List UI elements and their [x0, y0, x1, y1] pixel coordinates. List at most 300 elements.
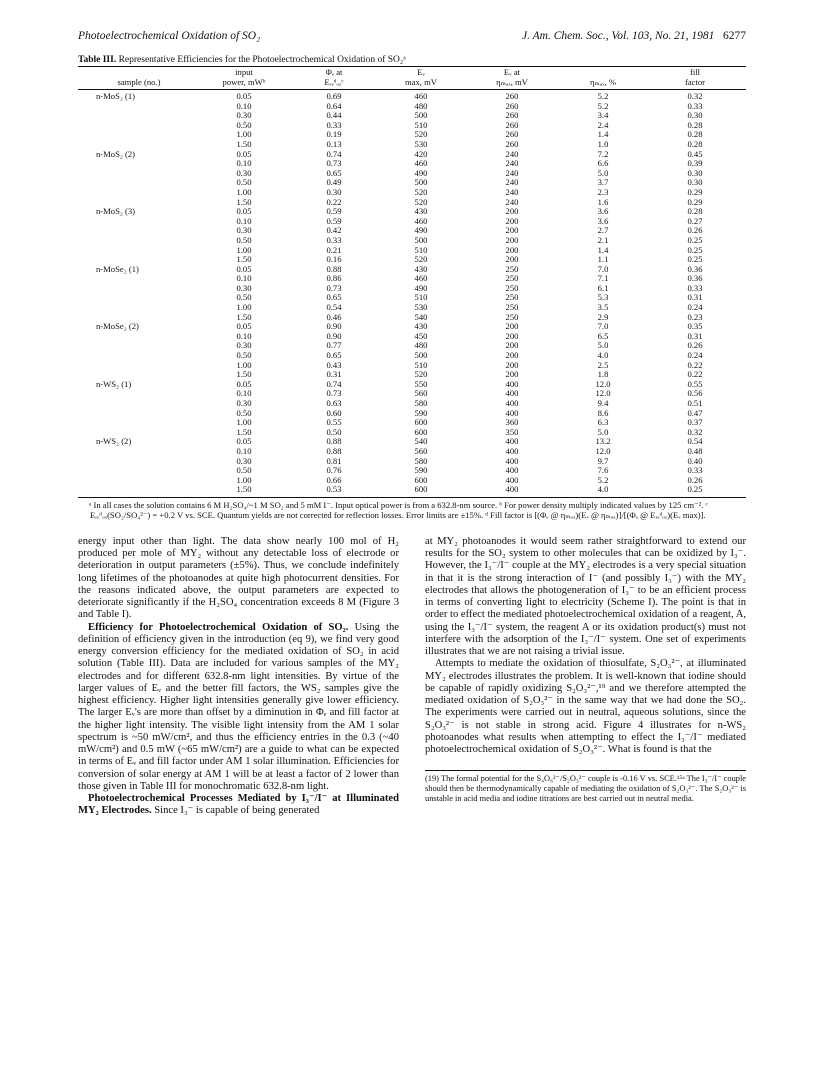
- value-cell: 0.90: [326, 321, 342, 332]
- value-cell: 6.6: [597, 158, 609, 169]
- value-cell: 0.27: [687, 215, 703, 226]
- value-cell: 0.26: [687, 340, 703, 351]
- value-cell: 480: [414, 100, 428, 111]
- table-row: [78, 370, 746, 380]
- column-header: fill: [689, 67, 701, 77]
- value-cell: 1.50: [236, 254, 252, 265]
- value-cell: 0.53: [326, 484, 342, 495]
- sample-cell: [78, 217, 200, 227]
- value-cell: 1.00: [236, 417, 252, 428]
- value-cell: 240: [505, 148, 519, 159]
- value-cell: 0.30: [236, 225, 252, 236]
- sample-cell: [78, 236, 200, 246]
- column-header: sample (no.): [78, 77, 200, 90]
- value-cell: 1.00: [236, 474, 252, 485]
- value-cell: 0.25: [687, 254, 703, 265]
- value-cell: 1.00: [236, 302, 252, 313]
- value-cell: 5.3: [597, 292, 609, 303]
- value-cell: 400: [505, 436, 519, 447]
- value-cell: 2.9: [597, 311, 609, 322]
- value-cell: 0.22: [687, 359, 703, 370]
- value-cell: 4.0: [597, 484, 609, 495]
- sample-cell: [78, 409, 200, 419]
- value-cell: 200: [505, 234, 519, 245]
- table-row: [78, 159, 746, 169]
- value-cell: 3.7: [597, 177, 609, 188]
- paragraph-mediated: [78, 793, 399, 818]
- table-row: [78, 322, 746, 332]
- value-cell: 13.2: [595, 436, 611, 447]
- value-cell: 0.88: [326, 436, 342, 447]
- value-cell: 0.50: [236, 465, 252, 476]
- sample-cell: [78, 111, 200, 121]
- mediated-text: Since I₃⁻ is capable of being generated: [151, 805, 320, 817]
- table-row: [78, 169, 746, 179]
- table-row: [78, 226, 746, 236]
- table-row: [78, 341, 746, 351]
- value-cell: 360: [505, 417, 519, 428]
- value-cell: 560: [414, 388, 428, 399]
- paragraph-thiosulfate: Attempts to mediate the oxidation of thiosulfate, S₂O₃²⁻, at illuminated MY₂ electrodes illustrates the problem. It is well-known that iodine should be capable of rapidly oxidizing S₂O₃²⁻,¹⁹ and we therefore attempted the mediated oxidation of S₂O₃²⁻ in the same way that we had done the SO₂. The experiments were carried out in neutral, aqueous solutions, since the S₂O₃²⁻ is not stable in strong acid. Figure 4 illustrates for n-WS₂ photoanodes what results when attempting to effect the I₃⁻/I⁻ mediated photoelectrochemical oxidation of S₂O₃²⁻. What is found is that the: [425, 658, 746, 756]
- table-row: [78, 418, 746, 428]
- value-cell: 0.50: [236, 177, 252, 188]
- value-cell: 9.7: [597, 455, 609, 466]
- value-cell: 1.00: [236, 129, 252, 140]
- value-cell: 0.50: [326, 426, 342, 437]
- value-cell: 520: [414, 254, 428, 265]
- sample-cell: [78, 121, 200, 131]
- table-row: [78, 90, 746, 102]
- value-cell: 0.28: [687, 206, 703, 217]
- sample-cell: n-WS₂ (1): [96, 378, 132, 389]
- table-row: [78, 313, 746, 323]
- value-cell: 250: [505, 311, 519, 322]
- value-cell: 3.6: [597, 215, 609, 226]
- value-cell: 0.30: [687, 110, 703, 121]
- table-row: [78, 246, 746, 256]
- sample-cell: n-MoS₂ (3): [96, 206, 136, 217]
- value-cell: 7.0: [597, 321, 609, 332]
- table-row: [78, 293, 746, 303]
- value-cell: 2.1: [597, 234, 609, 245]
- column-header: ηₘₐₓ, mV: [462, 77, 562, 90]
- value-cell: 0.47: [687, 407, 703, 418]
- running-head-title: Photoelectrochemical Oxidation of SO₂: [78, 30, 261, 42]
- value-cell: 0.50: [236, 407, 252, 418]
- sample-cell: [78, 102, 200, 112]
- column-header: Eᵥ: [417, 67, 425, 77]
- value-cell: 200: [505, 369, 519, 380]
- value-cell: 550: [414, 378, 428, 389]
- paragraph-iodide-couple: at MY₂ photoanodes it would seem rather straightforward to extend our results for the SO₂ system to other molecules that can be oxidized by I₃⁻. However, the I₃⁻/I⁻ couple at the MY₂ electrodes is a very special situation in that it is the strong interaction of I⁻ (and possibly I₃⁻) with the MY₂ electrodes that allows the photogeneration of I₃⁻ to be an efficient process in terms of converting light to electricity (Scheme I). The point is that in order to effect the mediated photoelectrochemical oxidation of a reagent, A, using the I₃⁻/I⁻ system, the reagent A or its oxidation product(s) must not interfere with the adsorption of the I₃⁻/I⁻ system. One set of experiments illustrates that we are not raising a trivial issue.: [425, 535, 747, 658]
- paragraph-efficiency: [78, 622, 399, 794]
- value-cell: 0.33: [687, 465, 703, 476]
- table-row: [78, 111, 746, 121]
- table-header: [78, 67, 746, 90]
- sample-cell: [78, 188, 200, 198]
- value-cell: 0.37: [687, 417, 703, 428]
- value-cell: 0.42: [326, 225, 342, 236]
- value-cell: 1.50: [236, 426, 252, 437]
- value-cell: 0.19: [326, 129, 342, 140]
- value-cell: 0.73: [326, 282, 342, 293]
- table-row: [78, 351, 746, 361]
- value-cell: 0.10: [236, 100, 252, 111]
- value-cell: 1.6: [597, 196, 609, 207]
- value-cell: 260: [505, 91, 519, 101]
- value-cell: 0.30: [236, 398, 252, 408]
- table-row: [78, 476, 746, 486]
- sample-cell: [78, 341, 200, 351]
- value-cell: 250: [505, 263, 519, 274]
- value-cell: 0.30: [236, 110, 252, 121]
- table-row: [78, 178, 746, 188]
- table-row: [78, 332, 746, 342]
- value-cell: 0.23: [687, 311, 703, 322]
- sample-cell: [78, 485, 200, 497]
- value-cell: 400: [505, 407, 519, 418]
- value-cell: 7.6: [597, 465, 609, 476]
- value-cell: 2.7: [597, 225, 609, 236]
- table-row: [78, 447, 746, 457]
- sample-cell: [78, 303, 200, 313]
- value-cell: 240: [505, 196, 519, 207]
- value-cell: 0.77: [326, 340, 342, 351]
- column-header: input: [235, 67, 253, 77]
- value-cell: 0.05: [236, 91, 252, 101]
- value-cell: 510: [414, 119, 428, 130]
- value-cell: 200: [505, 254, 519, 265]
- table-row: [78, 466, 746, 476]
- value-cell: 200: [505, 340, 519, 351]
- value-cell: 0.05: [236, 321, 252, 332]
- sample-cell: [78, 130, 200, 140]
- value-cell: 0.50: [236, 292, 252, 303]
- table-row: [78, 380, 746, 390]
- value-cell: 0.29: [687, 186, 703, 197]
- value-cell: 1.50: [236, 138, 252, 149]
- value-cell: 12.0: [595, 388, 611, 399]
- value-cell: 0.88: [326, 445, 342, 456]
- value-cell: 240: [505, 177, 519, 188]
- table-row: [78, 130, 746, 140]
- value-cell: 400: [505, 388, 519, 399]
- value-cell: 0.30: [236, 167, 252, 178]
- running-head: [78, 30, 746, 46]
- value-cell: 1.8: [597, 369, 609, 380]
- value-cell: 0.45: [687, 148, 703, 159]
- column-header: max, mV: [380, 77, 462, 90]
- table-row: [78, 121, 746, 131]
- value-cell: 4.0: [597, 350, 609, 361]
- table-row: [78, 102, 746, 112]
- value-cell: 0.13: [326, 138, 342, 149]
- value-cell: 0.33: [326, 119, 342, 130]
- value-cell: 0.31: [326, 369, 342, 380]
- value-cell: 0.33: [687, 100, 703, 111]
- table-row: [78, 274, 746, 284]
- value-cell: 450: [414, 330, 428, 341]
- value-cell: 0.76: [326, 465, 342, 476]
- value-cell: 3.4: [597, 110, 609, 121]
- value-cell: 1.00: [236, 186, 252, 197]
- value-cell: 0.46: [326, 311, 342, 322]
- value-cell: 560: [414, 445, 428, 456]
- value-cell: 0.05: [236, 378, 252, 389]
- section-heading-efficiency: Efficiency for Photoelectrochemical Oxidation of SO₂.: [88, 621, 349, 633]
- value-cell: 0.21: [326, 244, 342, 255]
- value-cell: 540: [414, 436, 428, 447]
- value-cell: 0.81: [326, 455, 342, 466]
- value-cell: 200: [505, 215, 519, 226]
- value-cell: 0.50: [236, 350, 252, 361]
- sample-cell: [78, 159, 200, 169]
- column-header: ηₘₐₓ, %: [562, 77, 644, 90]
- value-cell: 260: [505, 100, 519, 111]
- value-cell: 7.0: [597, 263, 609, 274]
- value-cell: 0.50: [236, 119, 252, 130]
- value-cell: 1.4: [597, 244, 609, 255]
- value-cell: 5.0: [597, 426, 609, 437]
- value-cell: 0.65: [326, 167, 342, 178]
- table-row: [78, 303, 746, 313]
- value-cell: 200: [505, 359, 519, 370]
- reference-19: (19) The formal potential for the S₄O₆²⁻/S₂O₃²⁻ couple is -0.16 V vs. SCE.¹⁵ᵃ The I₃⁻/I⁻ couple should then be thermodynamically capable of mediating the oxidation of S₂O₃²⁻. The S₂O₃²⁻ is unstable in acid media and iodine titrations are best carried out in neutral media.: [425, 770, 746, 804]
- value-cell: 400: [505, 398, 519, 408]
- efficiency-text: Using the definition of efficiency given in the introduction (eq 9), we find very good energy conversion efficiency for the mediated oxidation of SO₂ in acid solution (Table III). Data are included for various samples of the MY₂ electrodes and for different 632.8-nm light intensities. By virtue of the larger values of Eᵥ and the better fill factors, the WS₂ samples give the highest efficiency. Higher light intensities generally give lower efficiency. The larger Eᵥ's are more than offset by a diminution in Φₑ and fill factor at the higher light intensity. The visible light intensity from the AM 1 solar spectrum is ~50 mW/cm², and thus the efficiency entries in the 0.3 (~40 mW/cm²) and 0.5 mW (~65 mW/cm²) are a guide to what can be expected in terms of Eᵥ and fill factor under AM 1 solar illumination. Efficiencies for conversion of solar energy at AM 1 will be at least a factor of 2 lower than those given in Table III for monochromatic 632.8-nm light.: [78, 621, 399, 792]
- table-row: [78, 188, 746, 198]
- value-cell: 0.25: [687, 244, 703, 255]
- value-cell: 0.31: [687, 292, 703, 303]
- value-cell: 520: [414, 129, 428, 140]
- value-cell: 0.16: [326, 254, 342, 265]
- value-cell: 0.55: [326, 417, 342, 428]
- value-cell: 8.6: [597, 407, 609, 418]
- table-row: [78, 428, 746, 438]
- body-text: [78, 536, 746, 818]
- value-cell: 0.10: [236, 273, 252, 284]
- value-cell: 200: [505, 225, 519, 236]
- value-cell: 200: [505, 350, 519, 361]
- value-cell: 0.59: [326, 215, 342, 226]
- value-cell: 0.22: [326, 196, 342, 207]
- value-cell: 0.69: [326, 91, 342, 101]
- value-cell: 5.2: [597, 474, 609, 485]
- sample-cell: [78, 418, 200, 428]
- table-row: [78, 437, 746, 447]
- value-cell: 250: [505, 302, 519, 313]
- value-cell: 430: [414, 263, 428, 274]
- value-cell: 0.35: [687, 321, 703, 332]
- table-row: [78, 361, 746, 371]
- value-cell: 0.25: [687, 484, 703, 495]
- value-cell: 1.00: [236, 244, 252, 255]
- value-cell: 0.10: [236, 330, 252, 341]
- value-cell: 0.36: [687, 263, 703, 274]
- value-cell: 0.22: [687, 369, 703, 380]
- value-cell: 500: [414, 177, 428, 188]
- value-cell: 0.55: [687, 378, 703, 389]
- section-heading-mediated: Photoelectrochemical Processes Mediated by I₃⁻/I⁻ at Illuminated MY₂ Electrodes.: [78, 793, 399, 817]
- journal-citation: J. Am. Chem. Soc., Vol. 103, No. 21, 1981: [521, 30, 715, 42]
- sample-cell: [78, 274, 200, 284]
- header-row: [78, 67, 746, 77]
- sample-cell: [78, 361, 200, 371]
- value-cell: 0.51: [687, 398, 703, 408]
- table-row: [78, 409, 746, 419]
- value-cell: 350: [505, 426, 519, 437]
- value-cell: 460: [414, 91, 428, 101]
- value-cell: 0.90: [326, 330, 342, 341]
- value-cell: 0.48: [687, 445, 703, 456]
- value-cell: 0.30: [236, 340, 252, 351]
- sample-cell: n-MoSe₂ (2): [96, 321, 139, 332]
- table-body: [78, 90, 746, 497]
- value-cell: 0.39: [687, 158, 703, 169]
- value-cell: 0.30: [326, 186, 342, 197]
- value-cell: 0.63: [326, 398, 342, 408]
- value-cell: 0.43: [326, 359, 342, 370]
- value-cell: 0.26: [687, 474, 703, 485]
- value-cell: 0.30: [687, 167, 703, 178]
- value-cell: 400: [505, 465, 519, 476]
- value-cell: 500: [414, 234, 428, 245]
- value-cell: 0.05: [236, 148, 252, 159]
- table-row: [78, 207, 746, 217]
- value-cell: 430: [414, 206, 428, 217]
- value-cell: 0.10: [236, 215, 252, 226]
- value-cell: 530: [414, 138, 428, 149]
- left-column: [78, 536, 399, 818]
- value-cell: 0.74: [326, 148, 342, 159]
- table-row: [78, 198, 746, 208]
- value-cell: 400: [505, 455, 519, 466]
- value-cell: 240: [505, 158, 519, 169]
- sample-cell: n-WS₂ (2): [96, 436, 132, 447]
- value-cell: 0.73: [326, 388, 342, 399]
- sample-cell: [78, 169, 200, 179]
- table-row: [78, 284, 746, 294]
- column-header: Eᵥ at: [503, 67, 521, 77]
- value-cell: 260: [505, 119, 519, 130]
- value-cell: 1.00: [236, 359, 252, 370]
- value-cell: 580: [414, 398, 428, 408]
- value-cell: 0.65: [326, 350, 342, 361]
- value-cell: 580: [414, 455, 428, 466]
- value-cell: 600: [414, 426, 428, 437]
- table-row: [78, 236, 746, 246]
- value-cell: 200: [505, 321, 519, 332]
- value-cell: 520: [414, 186, 428, 197]
- value-cell: 400: [505, 484, 519, 495]
- value-cell: 0.50: [236, 234, 252, 245]
- value-cell: 0.30: [687, 177, 703, 188]
- sample-cell: n-MoS₂ (2): [96, 148, 136, 159]
- sample-cell: [78, 332, 200, 342]
- table-row: [78, 255, 746, 265]
- value-cell: 0.28: [687, 138, 703, 149]
- value-cell: 0.40: [687, 455, 703, 466]
- value-cell: 240: [505, 186, 519, 197]
- value-cell: 600: [414, 417, 428, 428]
- table-row: [78, 150, 746, 160]
- value-cell: 12.0: [595, 378, 611, 389]
- value-cell: 1.1: [597, 254, 609, 265]
- table-row: [78, 265, 746, 275]
- header-row: [78, 77, 746, 90]
- value-cell: 0.10: [236, 445, 252, 456]
- value-cell: 0.28: [687, 119, 703, 130]
- value-cell: 0.60: [326, 407, 342, 418]
- sample-cell: [78, 293, 200, 303]
- value-cell: 490: [414, 282, 428, 293]
- sample-cell: [78, 476, 200, 486]
- value-cell: 460: [414, 273, 428, 284]
- value-cell: 1.50: [236, 311, 252, 322]
- value-cell: 0.59: [326, 206, 342, 217]
- value-cell: 200: [505, 244, 519, 255]
- column-header: Eᵣₑᵈₒₓᶜ: [288, 77, 380, 90]
- value-cell: 460: [414, 215, 428, 226]
- value-cell: 0.05: [236, 436, 252, 447]
- value-cell: 1.50: [236, 369, 252, 380]
- value-cell: 0.29: [687, 196, 703, 207]
- value-cell: 2.5: [597, 359, 609, 370]
- value-cell: 0.44: [326, 110, 342, 121]
- right-column: [425, 536, 746, 818]
- column-header: power, mWᵇ: [200, 77, 288, 90]
- value-cell: 6.3: [597, 417, 609, 428]
- value-cell: 0.24: [687, 350, 703, 361]
- value-cell: 0.54: [687, 436, 703, 447]
- value-cell: 1.0: [597, 138, 609, 149]
- table-row: [78, 485, 746, 497]
- value-cell: 0.36: [687, 273, 703, 284]
- sample-cell: [78, 246, 200, 256]
- value-cell: 0.65: [326, 292, 342, 303]
- value-cell: 0.56: [687, 388, 703, 399]
- value-cell: 6.1: [597, 282, 609, 293]
- sample-cell: [78, 178, 200, 188]
- value-cell: 0.30: [236, 455, 252, 466]
- value-cell: 5.2: [597, 91, 609, 101]
- value-cell: 0.73: [326, 158, 342, 169]
- value-cell: 590: [414, 407, 428, 418]
- value-cell: 540: [414, 311, 428, 322]
- value-cell: 5.2: [597, 100, 609, 111]
- table-row: [78, 140, 746, 150]
- value-cell: 260: [505, 110, 519, 121]
- value-cell: 200: [505, 206, 519, 217]
- value-cell: 400: [505, 378, 519, 389]
- value-cell: 420: [414, 148, 428, 159]
- value-cell: 0.05: [236, 263, 252, 274]
- value-cell: 240: [505, 167, 519, 178]
- value-cell: 490: [414, 225, 428, 236]
- value-cell: 480: [414, 340, 428, 351]
- value-cell: 6.5: [597, 330, 609, 341]
- value-cell: 12.0: [595, 445, 611, 456]
- value-cell: 600: [414, 484, 428, 495]
- value-cell: 0.32: [687, 91, 703, 101]
- value-cell: 7.1: [597, 273, 609, 284]
- value-cell: 400: [505, 474, 519, 485]
- value-cell: 0.64: [326, 100, 342, 111]
- sample-cell: [78, 284, 200, 294]
- value-cell: 2.4: [597, 119, 609, 130]
- value-cell: 5.0: [597, 340, 609, 351]
- value-cell: 250: [505, 292, 519, 303]
